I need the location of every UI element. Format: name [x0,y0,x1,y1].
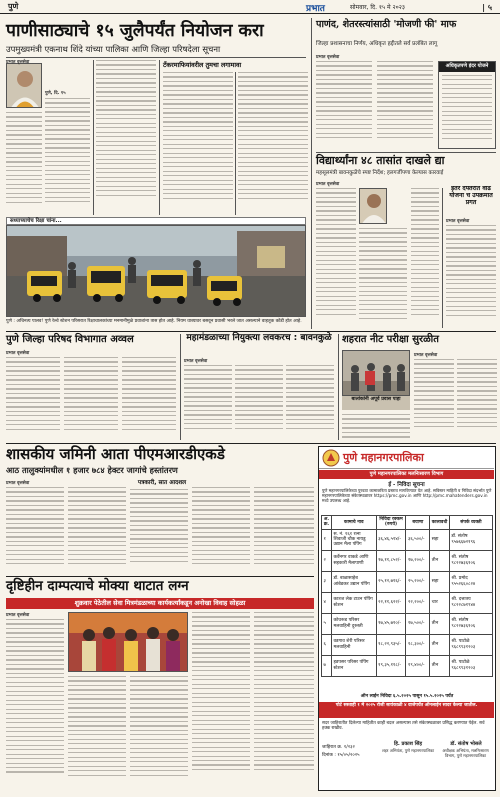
pmc-ref-date: दिनांक : १५/०५/२०२५ [322,753,360,758]
table-cell: १७,११,८५२/- [376,550,406,571]
side-story-head[interactable]: इतर दफ्तरात वाढ योजना च उपक्रमात प्रगत [449,185,493,206]
pmrda-headline[interactable]: पाणंद, शेतरस्त्यांसाठी 'मोजणी फी' माफ [316,19,457,30]
photo-strip-label [6,217,306,225]
table-row [322,655,493,676]
side-box [438,61,496,149]
blind-dateline: प्रभात वृत्तसेवा [6,613,30,618]
table-cell: १९,४००/- [406,655,430,676]
pmc-official: हि. प्रकाश सिंह [393,741,423,747]
land-text-col3 [130,489,188,573]
zp-text-col2 [64,357,118,439]
neet-headline[interactable]: शहरात नीट परीक्षा सुरळीत [342,334,439,345]
table-cell: २२,११,६२२/- [376,592,406,613]
col-header: कामाचे नाव [331,516,376,530]
land-headline[interactable]: शासकीय जमिनी आता पीएमआरडीएकडे [6,445,225,463]
table-cell: १७,२००/- [406,550,430,571]
table-cell: १८,२२,९३५/- [376,634,406,655]
page-number: | ५ [482,3,492,12]
land-text-col2 [68,487,126,573]
pmc-tender-table [321,515,493,677]
table-cell: श्री. प्रमोद ९५५२६६०८२४ [449,571,492,592]
divider [316,152,496,153]
pmc-deadline: ऑन लाईन निविदा ६.५.२०२५ पासून १५.५.२०२५ पर्यंत [360,694,454,699]
land-dateline: प्रभात वृत्तसेवा [6,481,30,486]
table-cell: तीन [430,655,450,676]
pmc-ad-title: पुणे महानगरपालिका [343,451,424,464]
col-header: निविदा रक्कम (रुपये) [376,516,406,530]
side-box-title: अधिकृतपणे इंदर योजने [439,62,495,72]
pmc-ad-header [319,447,494,469]
pmrda-subhead: जिल्हा प्रशासनाचा निर्णय, अधिकृत हद्दीतले सर्व प्रलंबित लागू [316,41,438,47]
land-inset-head: पत्रकारी, सात आदशल [137,480,187,486]
mahavikas-text-col3 [286,365,334,440]
table-row [322,529,493,550]
photo-strip-text: सध्याच्याचेच रिक्षा चांना... [10,218,62,224]
lead-text-col1b [6,112,42,216]
table-row [322,571,493,592]
students-subhead: महसूलमंत्री बावनकुळेंचे स्पष्ट निर्देश; हलगर्जीपणा केल्यास कारवाई [316,170,444,176]
divider [6,57,306,58]
pmc-notice-heading: ई - निविदा सूचना [388,482,425,488]
blind-headline[interactable]: दृष्टिहीन दाम्पत्याचे मोक्या थाटात लग्न [6,578,189,594]
table-cell: १७,४५,७१०/- [376,613,406,634]
mahavikas-headline[interactable]: महामंडळाच्या नियुक्त्या लवकरच : बावनकुळे [186,333,332,343]
pmrda-text-col2 [377,61,433,149]
lead-subhead: उपमुख्यमंत्री एकनाथ शिंदे यांच्या पालिका आणि जिल्हा परिषदेला सूचना [6,44,221,54]
students-text-col2 [359,228,407,328]
table-cell: १७,५००/- [406,613,430,634]
students-text-col1 [316,188,356,328]
table-cell: श्री. संतोष ९८२२७३६१०६ [449,613,492,634]
table-cell: सहा [430,529,450,550]
lead-headline[interactable]: पाणीसाठ्याचे १५ जुलैपर्यंत नियोजन करा [6,21,264,41]
table-cell: कात्रज लेक टाउन पंपिंग स्टेशन [331,592,376,613]
side-story-dateline: प्रभात वृत्तसेवा [446,219,470,224]
table-cell: तीन [430,613,450,634]
table-cell: २५,१२,७१६/- [376,571,406,592]
lead-inset-head: टँकरमाफियांवरील तुमचा लगामावा [163,61,242,69]
col-header: अ. क्र. [322,516,332,530]
table-row [322,634,493,655]
lead-text-col1a [45,98,90,216]
blind-text-col2 [68,676,126,789]
land-subhead: आठ तालुक्यांमधील १ हजार ७८४ हेक्टर जागांचे हस्तांतरण [6,465,178,475]
column-rule [93,60,94,215]
table-cell: तीन [430,634,450,655]
divider [6,331,496,332]
neet-photo-caption: बालांकांनी अपूर्व प्रवास पाहा [342,396,410,410]
table-cell: श्री. पाटोळे ९६८९९३१२०३ [449,655,492,676]
col-header: संपर्क व्यक्ती [449,516,492,530]
issue-date: सोमवार, दि. १५ मे २०२३ [350,4,406,11]
blind-subhead: शुक्रवार पेठेतील सेवा मित्रमंडळाच्या कार्यकर्त्यांकडून अनोखा विवाह सोहळा [74,599,246,607]
neet-text-col1 [414,359,454,439]
side-box-text [439,72,495,146]
table-cell: ३ [322,571,332,592]
lead-dateline: प्रभात वृत्तसेवा [6,60,30,65]
table-cell: सहा [430,571,450,592]
mahavikas-text-col1 [184,365,232,440]
bawankule-photo [359,188,387,224]
lead-text-col3 [163,72,233,215]
table-cell: १९,३५,११८/- [376,655,406,676]
pmrda-dateline: प्रभात वृत्तसेवा [316,55,340,60]
column-rule [311,18,312,329]
table-cell: स. नं. १६१ रत्ना शिवाजी चौक नायडू उद्यान मैला पंपिंग [331,529,376,550]
pmc-official-title: शहर अभियंता, पुणे महानगरपालिका [381,748,435,753]
section-city: पुणे [8,2,19,11]
page-header [0,0,500,14]
table-cell: १ [322,529,332,550]
column-rule [235,72,236,215]
pmc-notice-body: पुणे महानगरपालिकेच्या पुरवठा कामाकरिता प्रस्ताव मागविण्यात येत आहे. सविस्तर माहिती व निविदा संदर्भात पुणे महानगरपालिकेच्या संकेतस्थळावर https://pmc.gov.in आणि http://pmc.mahatenders.gov.in मध्ये उपलब्ध आहे. [322,488,492,504]
students-text-col3 [411,188,439,328]
land-text-col5 [254,487,314,573]
side-story-text [446,225,496,328]
table-cell: चार [430,592,450,613]
column-rule [338,334,339,440]
table-header-row [322,516,493,530]
table-cell: २५,२००/- [406,571,430,592]
pmc-ad[interactable] [318,446,496,791]
students-dateline: प्रभात वृत्तसेवा [316,182,340,187]
zp-headline[interactable]: पुणे जिल्हा परिषद विभागात अव्वल [6,334,134,345]
pmc-ref-no: जाहिरात क्र. १/२३२ [322,745,355,750]
divider [6,576,314,577]
blind-text-col4 [192,612,250,789]
table-cell: श्री. दत्तात्रय ९८२२८७१९४४ [449,592,492,613]
table-cell: ३६,५००/- [406,529,430,550]
table-row [322,592,493,613]
students-headline[interactable]: विद्यार्थ्यांना ४८ तासांत दाखले द्या [316,154,445,167]
col-header: बयाणा [406,516,430,530]
column-rule [442,188,443,328]
table-cell: २२,२००/- [406,592,430,613]
col-header: कालावधी [430,516,450,530]
table-cell: ३६,४६,५१४/- [376,529,406,550]
table-cell: ७ [322,655,332,676]
pmc-footer-text: सदर जाहिरातीत दिलेल्या माहितीत काही बदल असल्यास तसे संकेतस्थळावर प्रसिद्ध करण्यात येईल. सर्व हक्क राखीव. [322,721,485,732]
neet-photo [342,350,410,396]
blind-text-col1 [6,619,64,789]
table-row [322,550,493,571]
column-rule [180,334,181,440]
pmc-red-notice: पोर्ट सस्ताही १ मे २०२५ रोजी सायंकाळी ४ वाजेपर्यंत ऑनलाईन सादर केल्या जातील. [319,702,494,718]
zp-dateline: प्रभात वृत्तसेवा [6,351,30,356]
table-cell: २ [322,550,332,571]
table-cell: श्री. पाटोळे ९६८९९३१२०३ [449,634,492,655]
table-cell: ४ [322,592,332,613]
divider [6,443,496,444]
neet-dateline: प्रभात वृत्तसेवा [414,353,438,358]
zp-text-col3 [122,357,176,439]
lead-text-col2 [96,60,156,215]
zp-text-col1 [6,357,60,439]
wedding-photo [68,612,188,672]
column-rule [159,60,160,215]
lead-city: पुणे, दि. १५ [45,91,66,96]
land-text-col4 [192,487,250,573]
masthead-logo: प्रभात [306,4,325,14]
pmc-ad-subtitle: पुणे महानगरपालिका मलनिःसारण विभाग [319,470,494,479]
mahavikas-text-col2 [235,365,283,440]
pmc-signatory-title: अधीक्षक अभियंता, मलनिःसारण विभाग, पुणे महानगरपालिका [442,748,489,758]
table-cell: वडगाव शेरी परिसर मलवाहिनी [331,634,376,655]
neet-text-col2 [457,359,497,439]
lead-text-col4 [238,72,308,215]
blind-text-col3 [130,676,188,789]
land-text-col1 [6,487,64,573]
street-photo [6,225,306,317]
table-cell: डॉ. संतोष ९५७६६७२१९६ [449,529,492,550]
table-cell: ५ [322,613,332,634]
table-cell: डॉ. बाळासाहेब आंबेडकर उद्यान पंपिंग [331,571,376,592]
pmc-emblem-icon [322,449,340,467]
pmrda-text-col1 [316,61,372,149]
shinde-photo [6,63,42,108]
table-cell: श्री. संतोष ९८२२७३६१०६ [449,550,492,571]
pmc-signatory: डॉ. संतोष भोसले [450,741,482,747]
street-photo-caption: पुणे : अचिनत्य पालव! पुणे रेल्वे स्टेशन परिसरात रिक्षाचालकांच्या मनमानीमुळे प्रवाशांना त्रास होत आहे. नियम धाब्यावर बसवून प्रवासी भरले जात असल्याने वाहतूक कोंडी होत आहे. [6,319,302,324]
table-cell: ६ [322,634,332,655]
table-cell: १८,३००/- [406,634,430,655]
blind-text-col5 [254,612,314,789]
table-cell: हडपसर परिसर पंपिंग स्टेशन [331,655,376,676]
mahavikas-dateline: प्रभात वृत्तसेवा [184,359,208,364]
table-row [322,613,493,634]
blind-subhead-bar [6,598,314,609]
table-cell: कर्वेनगर वाकडे आणि सहकारी मैलापाणी [331,550,376,571]
table-cell: तीन [430,550,450,571]
table-cell: कोथरूड परिसर मलवाहिनी दुरुस्ती [331,613,376,634]
neet-text-col3 [342,414,410,440]
